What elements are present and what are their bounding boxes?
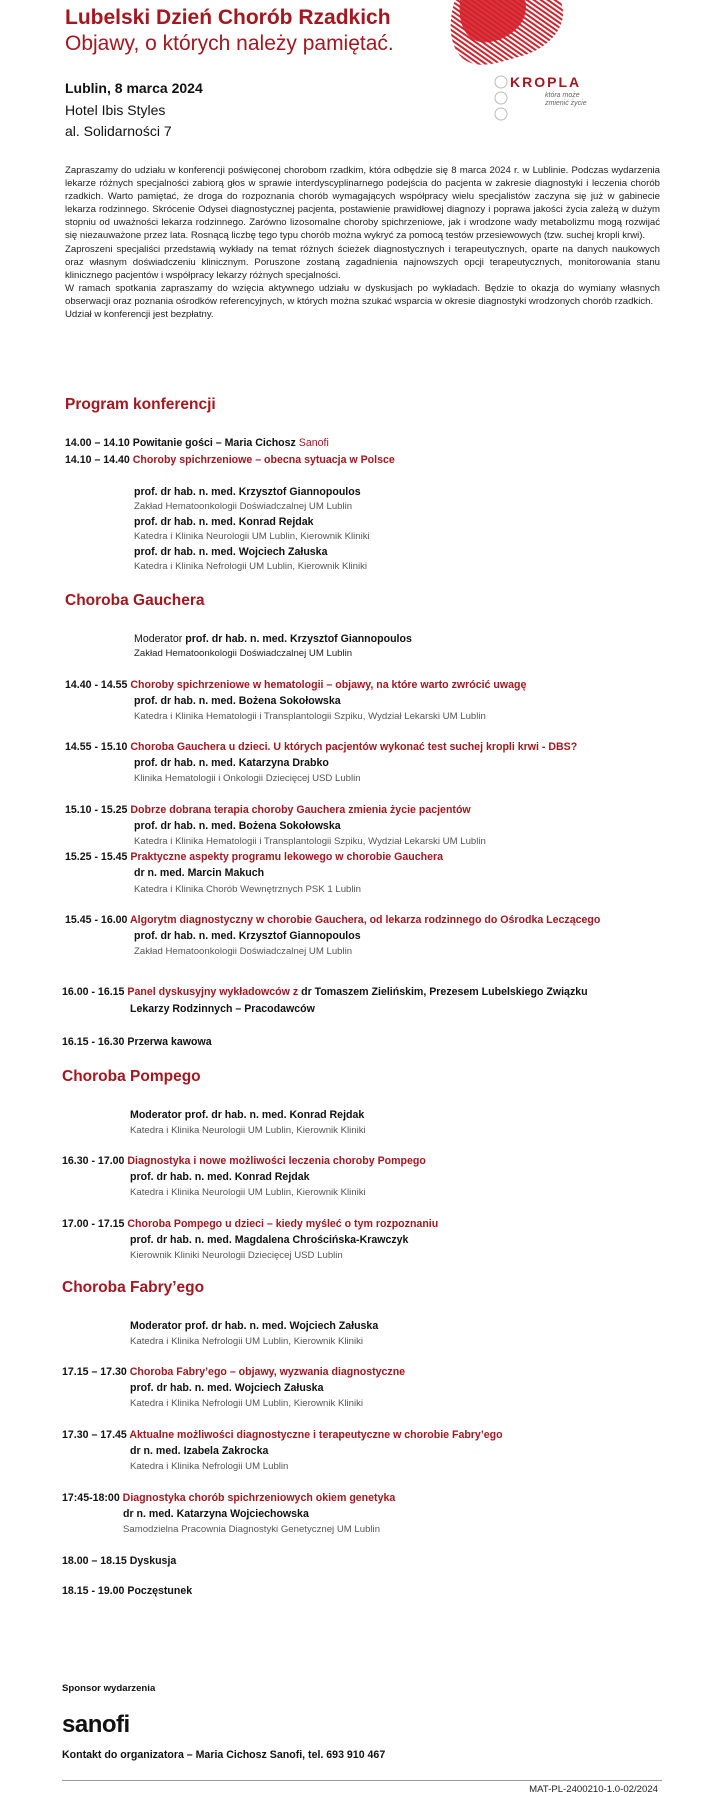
section-gaucher-title: Choroba Gauchera [65,592,205,609]
speaker-name: prof. dr hab. n. med. Katarzyna Drabko [134,757,329,769]
speaker-name: prof. dr hab. n. med. Wojciech Załuska [130,1382,324,1394]
agenda-time: 16.15 - 16.30 [62,1036,125,1048]
footer-divider [62,1780,662,1781]
agenda-time: 14.40 - 14.55 [65,679,128,691]
agenda-time: 15.10 - 15.25 [65,804,128,816]
agenda-text: Poczęstunek [127,1585,193,1597]
speaker-affiliation: Kierownik Kliniki Neurologii Dziecięcej USD Lublin [130,1250,343,1261]
speaker-affiliation: Zakład Hematoonkologii Doświadczalnej UM Lublin [134,501,353,512]
agenda-row [62,1218,438,1230]
speaker-affiliation: Katedra i Klinika Chorób Wewnętrznych PSK 1 Lublin [134,884,361,895]
moderator-name: prof. dr hab. n. med. Konrad Rejdak [184,1109,365,1121]
moderator-name: prof. dr hab. n. med. Krzysztof Giannopoulos [185,633,412,645]
agenda-row [65,679,526,691]
agenda-time: 14.10 – 14.40 [65,454,130,466]
agenda-row [65,914,600,926]
speaker-affiliation: Katedra i Klinika Hematologii i Transplantologii Szpiku, Wydział Lekarski UM Lublin [134,711,486,722]
kropla-drop-icon [445,0,625,130]
kropla-tagline-1: która może [545,92,580,99]
section-fabry-title: Choroba Fabry’ego [62,1279,205,1296]
agenda-time: 14.00 – 14.10 [65,437,130,449]
agenda-time: 17:45-18:00 [62,1492,120,1504]
intro-text [65,164,660,321]
agenda-time: 16.30 - 17.00 [62,1155,125,1167]
agenda-time: 15.45 - 16.00 [65,914,128,926]
moderator-affiliation: Katedra i Klinika Nefrologii UM Lublin, Kierownik Kliniki [130,1336,364,1347]
kropla-brand: KROPLA [510,74,582,90]
kropla-tagline-2: zmienić życie [545,100,587,107]
speaker-affiliation: Katedra i Klinika Neurologii UM Lublin, Kierownik Kliniki [130,1187,366,1198]
intro-paragraph: Zaproszeni specjaliści przedstawią wykłady na temat różnych ścieżek diagnostycznych i terapeutycznych, oparte na danych naukowych oraz własnym doświadczeniu klinicznym. Poruszone zostaną zagadnienia najnowszych opcji terapeutycznych, monitorowania stanu klinicznego pacjentów i współpracy lekarzy różnych specjalności. [65,243,660,281]
speaker-affiliation: Katedra i Klinika Nefrologii UM Lublin, Kierownik Kliniki [134,561,368,572]
agenda-row [62,1155,426,1167]
speaker-name: prof. dr hab. n. med. Krzysztof Giannopoulos [134,486,361,498]
event-address: al. Solidarności 7 [65,123,172,139]
speaker-affiliation: Katedra i Klinika Nefrologii UM Lublin, Kierownik Kliniki [130,1398,364,1409]
program-title: Program konferencji [65,396,216,413]
panel-row-cont: Lekarzy Rodzinnych – Pracodawców [130,1003,315,1015]
sanofi-logo: sanofi [62,1711,130,1738]
agenda-text: Powitanie gości – Maria Cichosz [132,437,296,449]
agenda-row [62,1492,395,1504]
event-venue: Hotel Ibis Styles [65,102,166,118]
agenda-text: Dyskusja [129,1555,177,1567]
moderator [130,1320,378,1332]
agenda-text: dr Tomaszem Zielińskim, Prezesem Lubelskiego Związku [301,986,588,998]
agenda-row [65,851,443,863]
intro-paragraph: Zapraszamy do udziału w konferencji poświęconej chorobom rzadkim, która odbędzie się 8 marca 2024 r. w Lublinie. Podczas wydarzenia lekarze różnych specjalności zabiorą głos w sprawie interdyscyplinarnego podejścia do pacjenta w zakresie diagnostyki i leczenia chorób rzadkich. Warto pamiętać, że droga do rozpoznania chorób wymagających współpracy wielu specjalistów zaczyna się już w gabinecie lekarza rodzinnego. Skrócenie Odysei diagnostycznej pacjenta, postawienie prawidłowej diagnozy i poprawa jakości życia zależą w dużym stopniu od uważności lekarza rodzinnego. Zarówno lizosomalne choroby spichrzeniowe, jak i wrodzone wady metabolizmu mogą rozwijać się niezauważone przez lata. Rosnącą liczbę tego typu chorób można wykryć za pomocą testów przesiewowych (tzw. suchej kropli krwi). [65,165,660,242]
speaker-affiliation: Katedra i Klinika Nefrologii UM Lublin [130,1461,289,1472]
speaker-affiliation: Katedra i Klinika Neurologii UM Lublin, Kierownik Kliniki [134,531,370,542]
moderator [134,633,412,645]
moderator-prefix: Moderator [130,1320,182,1332]
organizer-contact: Kontakt do organizatora – Maria Cichosz Sanofi, tel. 693 910 467 [62,1749,386,1761]
speaker-name: prof. dr hab. n. med. Bożena Sokołowska [134,820,341,832]
speaker-name: prof. dr hab. n. med. Bożena Sokołowska [134,695,341,707]
speaker-affiliation: Samodzielna Pracownia Diagnostyki Genetycznej UM Lublin [123,1524,381,1535]
agenda-talk-title: Choroba Gauchera u dzieci. U których pacjentów wykonać test suchej kropli krwi - DBS? [130,741,578,753]
agenda-talk-title: Praktyczne aspekty programu lekowego w chorobie Gauchera [130,851,444,863]
kropla-logo [445,0,625,130]
agenda-row [65,804,471,816]
speaker-affiliation: Katedra i Klinika Hematologii i Transplantologii Szpiku, Wydział Lekarski UM Lublin [134,836,486,847]
speaker-name: prof. dr hab. n. med. Wojciech Załuska [134,546,328,558]
sponsor-label: Sponsor wydarzenia [62,1683,156,1694]
moderator-prefix: Moderator [134,633,183,645]
speaker-name: prof. dr hab. n. med. Krzysztof Giannopoulos [134,930,361,942]
agenda-time: 18.00 – 18.15 [62,1555,127,1567]
page-title: Lubelski Dzień Chorób Rzadkich [65,6,391,29]
intro-paragraph: Udział w konferencji jest bezpłatny. [65,309,214,321]
agenda-row [65,454,395,466]
speaker-affiliation: Klinika Hematologii i Onkologii Dziecięcej USD Lublin [134,773,361,784]
agenda-talk-title: Aktualne możliwości diagnostyczne i terapeutyczne w chorobie Fabry’ego [129,1429,503,1441]
agenda-highlight: Sanofi [298,437,329,449]
agenda-time: 17.15 – 17.30 [62,1366,127,1378]
section-pompe-title: Choroba Pompego [62,1068,201,1085]
agenda-time: 15.25 - 15.45 [65,851,128,863]
speaker-name: prof. dr hab. n. med. Konrad Rejdak [134,516,314,528]
agenda-talk-title: Dobrze dobrana terapia choroby Gauchera zmienia życie pacjentów [130,804,471,816]
agenda-row [62,1366,405,1378]
agenda-talk-title: Choroba Fabry’ego – objawy, wyzwania diagnostyczne [129,1366,406,1378]
document-code: MAT-PL-2400210-1.0-02/2024 [529,1784,658,1795]
speaker-affiliation: Zakład Hematoonkologii Doświadczalnej UM Lublin [134,946,353,957]
agenda-talk-title: Diagnostyka chorób spichrzeniowych okiem genetyka [122,1492,396,1504]
closing-row [62,1585,192,1597]
agenda-talk-title: Choroby spichrzeniowe w hematologii – objawy, na które warto zwrócić uwagę [130,679,527,691]
moderator-name: prof. dr hab. n. med. Wojciech Załuska [184,1320,379,1332]
agenda-talk-title: Diagnostyka i nowe możliwości leczenia choroby Pompego [127,1155,426,1167]
agenda-talk-title: Algorytm diagnostyczny w chorobie Gauchera, od lekarza rodzinnego do Ośrodka Leczącego [130,914,601,926]
page-subtitle: Objawy, o których należy pamiętać. [65,32,394,55]
agenda-row [65,741,577,753]
agenda-highlight: Choroby spichrzeniowe – obecna sytuacja w Polsce [132,454,395,466]
agenda-text: Przerwa kawowa [127,1036,212,1048]
speaker-name: dr n. med. Izabela Zakrocka [130,1445,269,1457]
coffee-break-row [62,1036,212,1048]
closing-row [62,1555,176,1567]
speaker-name: prof. dr hab. n. med. Magdalena Chrościńska-Krawczyk [130,1234,409,1246]
agenda-highlight: Panel dyskusyjny wykładowców z [127,986,299,998]
agenda-time: 16.00 - 16.15 [62,986,125,998]
event-date: Lublin, 8 marca 2024 [65,80,203,96]
panel-row [62,986,588,998]
agenda-row [65,437,329,449]
speaker-name: prof. dr hab. n. med. Konrad Rejdak [130,1171,310,1183]
agenda-time: 18.15 - 19.00 [62,1585,125,1597]
agenda-talk-title: Choroba Pompego u dzieci – kiedy myśleć o tym rozpoznaniu [127,1218,439,1230]
moderator-affiliation: Zakład Hematoonkologii Doświadczalnej UM Lublin [134,648,353,659]
intro-paragraph: W ramach spotkania zapraszamy do wzięcia aktywnego udziału w dyskusjach po wykładach. Będzie to okazja do wymiany własnych obserwacji oraz poznania ośrodków referencyjnych, w których można szukać wsparcia w okresie diagnostyki wrodzonych chorób rzadkich. [65,282,660,307]
speaker-name: dr n. med. Katarzyna Wojciechowska [123,1508,309,1520]
moderator-affiliation: Katedra i Klinika Neurologii UM Lublin, Kierownik Kliniki [130,1125,366,1136]
moderator-prefix: Moderator [130,1109,182,1121]
moderator [130,1109,364,1121]
agenda-time: 17.00 - 17.15 [62,1218,125,1230]
agenda-time: 14.55 - 15.10 [65,741,128,753]
speaker-name: dr n. med. Marcin Makuch [134,867,265,879]
agenda-time: 17.30 – 17.45 [62,1429,127,1441]
agenda-row [62,1429,503,1441]
kropla-tagline [545,92,587,108]
